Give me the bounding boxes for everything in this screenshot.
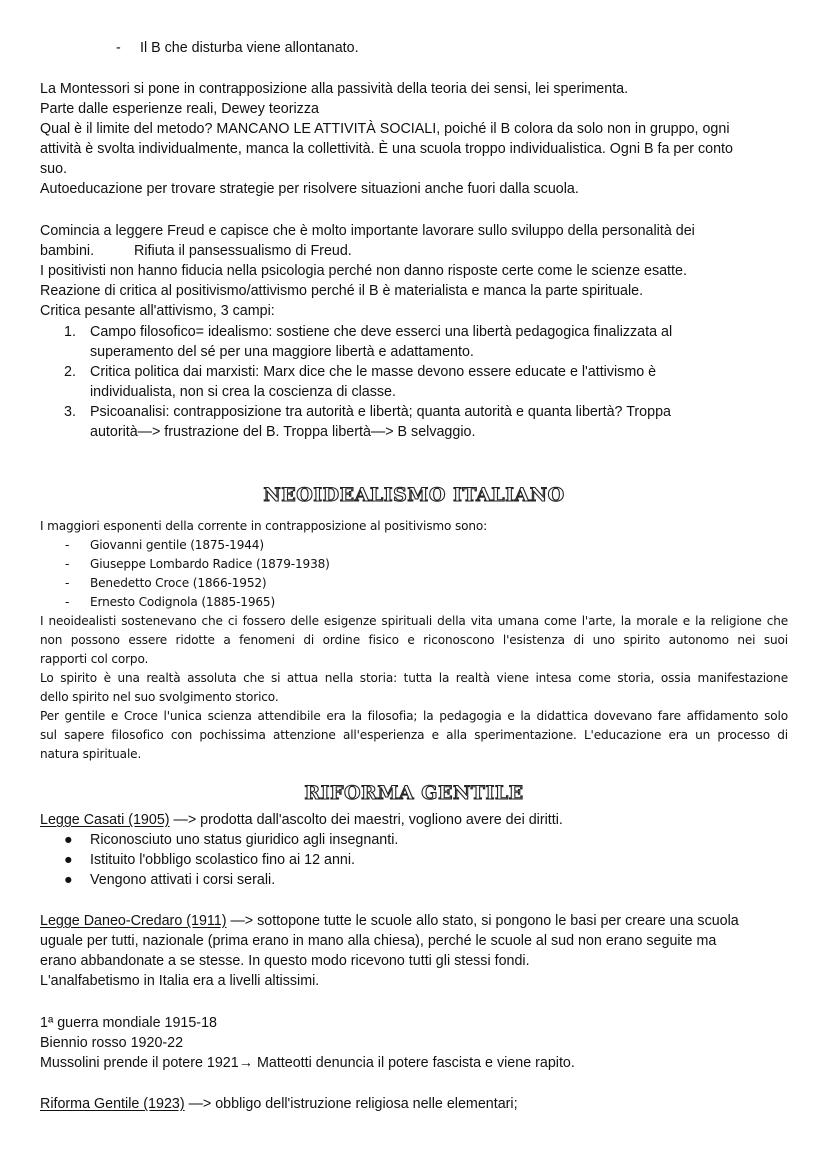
list-item: - Benedetto Croce (1866-1952) bbox=[0, 574, 828, 593]
text-fragment: Rifiuta il pansessualismo di Freud. bbox=[134, 243, 352, 259]
text-line: Reazione di critica al positivismo/attivismo perché il B è materialista e manca la parte spirituale. bbox=[40, 283, 644, 299]
text-line: Mussolini prende il potere 1921→ Matteotti denuncia il potere fascista e viene rapito. bbox=[40, 1055, 575, 1071]
bullet-text: Vengono attivati i corsi serali. bbox=[90, 872, 276, 888]
text-line: natura spirituale. bbox=[40, 747, 142, 761]
text-line: Per gentile e Croce l'unica scienza attendibile era la filosofia; la pedagogia e la didattica dovevano fare affidamento solo bbox=[40, 709, 788, 723]
text-line: Critica pesante all'attivismo, 3 campi: bbox=[40, 303, 275, 319]
bullet-text: Istituito l'obbligo scolastico fino ai 12 anni. bbox=[90, 852, 355, 868]
list-item: - Giuseppe Lombardo Radice (1879-1938) bbox=[0, 555, 828, 574]
text-line: individualista, non si crea la coscienza di classe. bbox=[90, 384, 396, 400]
text-fragment: bambini. bbox=[40, 243, 95, 259]
gentile-line bbox=[40, 1094, 518, 1114]
bullet-text: Riconosciuto uno status giuridico agli insegnanti. bbox=[90, 832, 399, 848]
paragraph-freud bbox=[40, 221, 790, 321]
list-item: ● Istituito l'obbligo scolastico fino ai 12 anni. bbox=[64, 852, 355, 868]
critique-item bbox=[0, 362, 828, 402]
exponent-name: Ernesto Codignola (1885-1965) bbox=[90, 595, 276, 609]
exponent-name: Giuseppe Lombardo Radice (1879-1938) bbox=[90, 557, 330, 571]
text-line: sul sapere filosofico con pochissima attenzione all'esperienza e alla sperimentazione. L'educazione era un processo di bbox=[40, 728, 788, 742]
list-item: ● Vengono attivati i corsi serali. bbox=[64, 872, 276, 888]
text-line: Biennio rosso 1920-22 bbox=[40, 1035, 184, 1051]
text-line: non possono essere ridotte a fenomeni di ordine fisico e riconoscono l'esistenza di uno spirito autonomo nei suoi bbox=[40, 633, 788, 647]
text-line: I positivisti non hanno fiducia nella psicologia perché non danno risposte certe come le scienze esatte. bbox=[40, 263, 687, 279]
text-line: Qual è il limite del metodo? MANCANO LE ATTIVITÀ SOCIALI, poiché il B colora da solo non in gruppo, ogni bbox=[40, 121, 730, 137]
text-line: Campo filosofico= idealismo: sostiene che deve esserci una libertà pedagogica finalizzata al bbox=[90, 324, 673, 340]
paragraph-montessori bbox=[40, 79, 790, 199]
text-line: rapporti col corpo. bbox=[40, 652, 149, 666]
critique-item bbox=[0, 402, 828, 442]
text-fragment: —> sottopone tutte le scuole allo stato, si pongono le basi per creare una scuola bbox=[226, 913, 739, 929]
critique-item bbox=[0, 322, 828, 362]
events-block bbox=[40, 1013, 800, 1073]
text-fragment: —> obbligo dell'istruzione religiosa nelle elementari; bbox=[184, 1096, 518, 1112]
gentile-link[interactable]: Riforma Gentile (1923) bbox=[40, 1096, 185, 1112]
text-line: Comincia a leggere Freud e capisce che è molto importante lavorare sullo sviluppo della personalità dei bbox=[40, 223, 695, 239]
text-line: attività è svolta individualmente, manca la collettività. È una scuola troppo individualistica. Ogni B fa per conto bbox=[40, 141, 733, 157]
text-line bbox=[40, 911, 800, 931]
item-number: 3. bbox=[64, 404, 76, 420]
critiques-list bbox=[0, 322, 828, 442]
casati-line bbox=[40, 810, 563, 830]
text-line: L'analfabetismo in Italia era a livelli altissimi. bbox=[40, 973, 320, 989]
dash-list-item: - bbox=[116, 40, 121, 56]
item-number: 1. bbox=[64, 324, 76, 340]
text-line bbox=[40, 241, 790, 261]
text-line: I neoidealisti sostenevano che ci fossero delle esigenze spirituali della vita umana come l'arte, la morale e la religione che bbox=[40, 614, 788, 628]
daneo-paragraph bbox=[40, 911, 800, 991]
list-item: ● Riconosciuto uno status giuridico agli insegnanti. bbox=[64, 832, 399, 848]
exponent-name: Benedetto Croce (1866-1952) bbox=[90, 576, 267, 590]
text-line: uguale per tutti, nazionale (prima erano in mano alla chiesa), perché le scuole al sud non erano seguite ma bbox=[40, 933, 717, 949]
text-line: dello spirito nel suo svolgimento storico. bbox=[40, 690, 279, 704]
exponent-name: Giovanni gentile (1875-1944) bbox=[90, 538, 264, 552]
dash-item-text: Il B che disturba viene allontanato. bbox=[140, 40, 359, 56]
section-heading-riforma: RIFORMA GENTILE bbox=[304, 782, 524, 804]
text-line: superamento del sé per una maggiore libertà e adattamento. bbox=[90, 344, 474, 360]
item-number: 2. bbox=[64, 364, 76, 380]
text-line: Lo spirito è una realtà assoluta che si attua nella storia: tutta la realtà viene intesa come storia, ossia manifestazione bbox=[40, 671, 788, 685]
text-line: Critica politica dai marxisti: Marx dice che le masse devono essere educate e l'attivismo è bbox=[90, 364, 657, 380]
neo-intro: I maggiori esponenti della corrente in contrapposizione al positivismo sono: bbox=[40, 519, 488, 533]
text-line: erano abbandonate a se stesse. In questo modo ricevono tutti gli stessi fondi. bbox=[40, 953, 530, 969]
list-item: - Ernesto Codignola (1885-1965) bbox=[0, 593, 828, 612]
exponents-list bbox=[0, 536, 828, 612]
text-line: autorità—> frustrazione del B. Troppa libertà—> B selvaggio. bbox=[90, 424, 476, 440]
list-item: - Giovanni gentile (1875-1944) bbox=[0, 536, 828, 555]
text-line: suo. bbox=[40, 161, 68, 177]
neo-body bbox=[40, 612, 788, 764]
text-line: Psicoanalisi: contrapposizione tra autorità e libertà; quanta autorità e quanta libertà? Troppa bbox=[90, 404, 671, 420]
daneo-link[interactable]: Legge Daneo-Credaro (1911) bbox=[40, 913, 227, 929]
casati-link[interactable]: Legge Casati (1905) bbox=[40, 812, 170, 828]
text-line: Parte dalle esperienze reali, Dewey teorizza bbox=[40, 101, 319, 117]
text-fragment: —> prodotta dall'ascolto dei maestri, vogliono avere dei diritti. bbox=[169, 812, 563, 828]
text-line: 1ª guerra mondiale 1915-18 bbox=[40, 1015, 217, 1031]
section-heading-neoidealismo: NEOIDEALISMO ITALIANO bbox=[263, 484, 565, 506]
text-line: Autoeducazione per trovare strategie per risolvere situazioni anche fuori dalla scuola. bbox=[40, 181, 579, 197]
text-line: La Montessori si pone in contrapposizione alla passività della teoria dei sensi, lei sperimenta. bbox=[40, 81, 629, 97]
casati-points bbox=[0, 830, 828, 890]
